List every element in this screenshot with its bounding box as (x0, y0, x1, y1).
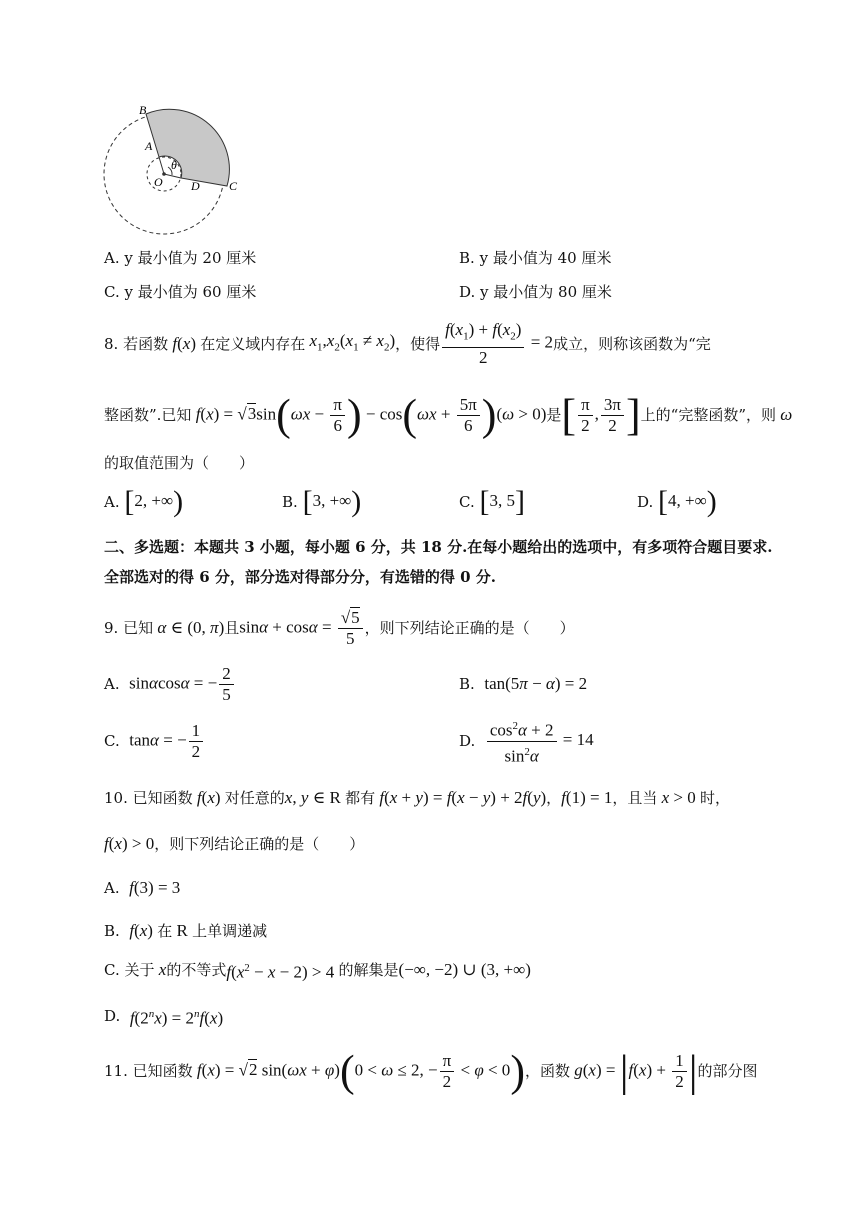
q10-stem-line1: 10. 已知函数 f(x) 对任意的 x, y ∈ R 都有 f(x + y) = f(x − y) + 2f(y) ， f(1) = 1 ，且当 x > 0 时， (104, 788, 730, 807)
q10-stem-line2: f(x) > 0 ，则下列结论正确的是（ ） (104, 834, 365, 853)
q8-option-d: D. [4, +∞) (637, 485, 717, 518)
section-2-note: 全部选对的得 6 分，部分选对得部分分，有选错的得 0 分. (104, 568, 496, 586)
q8-line1: 8. 若函数 f(x) 在定义域内存在 $x_1,x_2(x_1 \ne x_2)$ ，使得 $\frac{f(x_1) + f(x_2)}{2}$ = 2 成立，则称该函数为“完 (104, 320, 711, 367)
q10-option-c: C. 关于 x 的不等式 $f(x^2 - x - 2) > 4$ 的解集是 (−∞, −2) ∪ (3, +∞) (104, 960, 531, 982)
q8-option-c: C. [3, 5] (459, 485, 525, 518)
label-D: D (191, 179, 200, 193)
q9-stem: 9. 已知 α ∈ (0, π) 且 sinα + cosα = $\frac{√5}{5}$ ，则下列结论正确的是（ ） (104, 607, 575, 648)
label-A: A (145, 139, 153, 153)
q11-stem: 11. 已知函数 f(x) = √2 sin(ωx + φ)(0 < ω ≤ 2, − $\frac{\pi}{2}$ < φ < 0) ，函数 g(x) = |f(x) + $\frac{1}{2}$ | 的部分图 (104, 1046, 758, 1095)
q8-option-a: A. [2, +∞) (104, 485, 184, 518)
section-2-heading: 二、多选题：本题共 3 小题，每小题 6 分，共 18 分.在每小题给出的选项中，有多项符合题目要求. (104, 538, 773, 556)
label-B: B (139, 103, 147, 117)
q8-line3: 的取值范围为（ ） (104, 454, 255, 472)
q9-option-a: A. sinαcosα = − $\frac{2}{5}$ (104, 662, 236, 706)
q8-line2: 整函数”.已知 f(x) = √3sin(ωx − $\frac{\pi}{6}$ ) − cos(ωx + $\frac{5\pi}{6}$ )(ω > 0) 是 [ $\frac{\pi}{2}$ , $\frac{3\pi}{2}$ ] 上的“完整函数”，则 ω (104, 390, 793, 439)
q10-option-d: D. $f(2^nx) = 2^nf(x)$ (104, 1007, 224, 1028)
q8-option-b: B. [3, +∞) (282, 485, 362, 518)
q7-option-a: A. y 最小值为 20 厘米 (104, 249, 257, 267)
q9-option-c: C. tanα = − $\frac{1}{2}$ (104, 719, 205, 763)
q9-option-b: B. tan(5π − α) = 2 (459, 674, 588, 693)
q7-option-c: C. y 最小值为 60 厘米 (104, 283, 257, 301)
q10-option-a: A. f(3) = 3 (104, 878, 181, 897)
q10-option-b: B. f(x) 在 R 上单调递减 (104, 921, 268, 940)
label-O: O (154, 175, 163, 189)
sector-figure (98, 98, 248, 238)
q7-option-d: D. y 最小值为 80 厘米 (459, 283, 612, 301)
q9-option-d: D. $\frac{\cos^2\alpha + 2}{\sin^2\alpha}$ = 14 (459, 719, 594, 763)
label-C: C (229, 179, 238, 193)
q7-option-b: B. y 最小值为 40 厘米 (459, 249, 612, 267)
label-theta: θ (171, 158, 177, 172)
